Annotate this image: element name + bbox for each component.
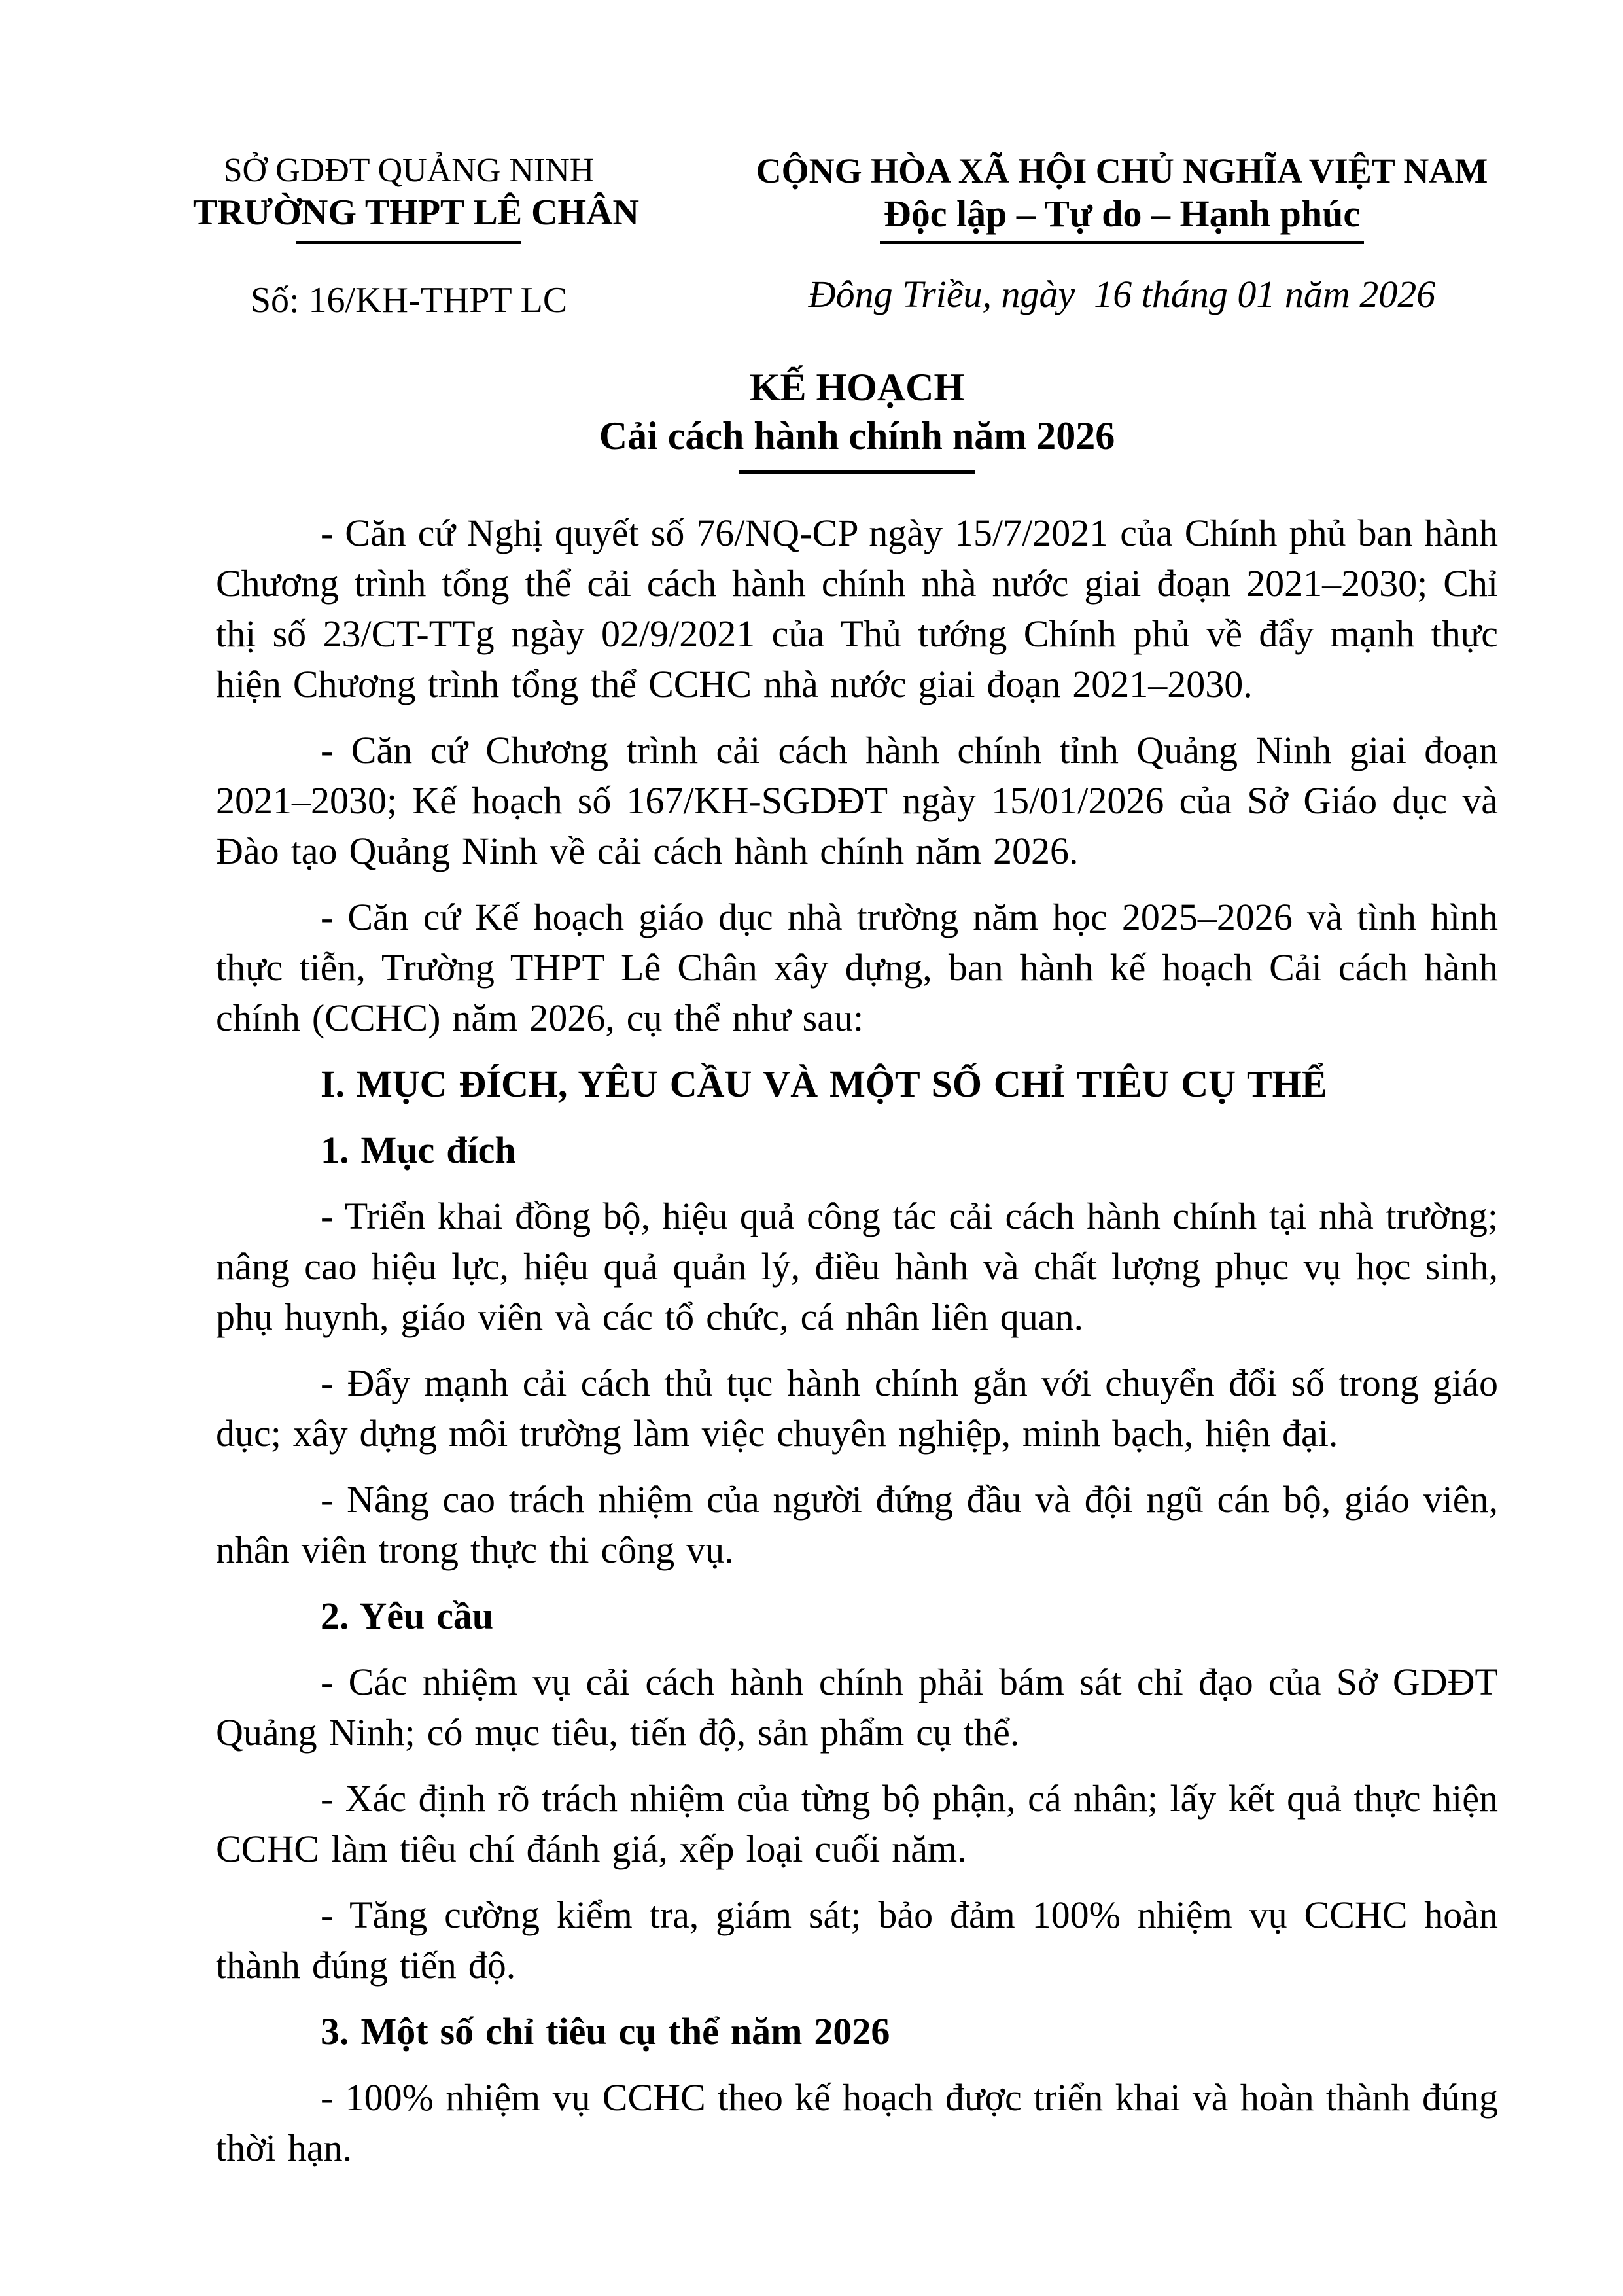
section-heading-1: I. MỤC ĐÍCH, YÊU CẦU VÀ MỘT SỐ CHỈ TIÊU CỤ THỂ <box>321 1063 1327 1105</box>
place-and-date: Đông Triều, ngày 16 tháng 01 năm 2026 <box>808 273 1436 315</box>
issuing-agency-block <box>193 150 639 321</box>
document-number: Số: 16/KH-THPT LC <box>250 280 568 321</box>
country-name: CỘNG HÒA XÃ HỘI CHỦ NGHĨA VIỆT NAM <box>756 151 1488 190</box>
document-header <box>0 0 1623 321</box>
paragraph: - Căn cứ Kế hoạch giáo dục nhà trường năm học 2025–2026 và tình hình thực tiễn, Trường THPT Lê Chân xây dựng, ban hành kế hoạch Cải cách hành chính (CCHC) năm 2026, cụ thể như sau: <box>216 896 1498 1039</box>
paragraph: - Đẩy mạnh cải cách thủ tục hành chính gắn với chuyển đổi số trong giáo dục; xây dựng môi trường làm việc chuyên nghiệp, minh bạch, hiện đại. <box>216 1362 1498 1455</box>
paragraph: - Nâng cao trách nhiệm của người đứng đầu và đội ngũ cán bộ, giáo viên, nhân viên trong thực thi công vụ. <box>216 1478 1498 1571</box>
section-heading-2: 3. Một số chỉ tiêu cụ thể năm 2026 <box>321 2010 890 2053</box>
paragraph: - Triển khai đồng bộ, hiệu quả công tác cải cách hành chính tại nhà trường; nâng cao hiệu lực, hiệu quả quản lý, điều hành và chất lượng phục vụ học sinh, phụ huynh, giáo viên và các tổ chức, cá nhân liên quan. <box>216 1195 1498 1338</box>
section-heading-2: 2. Yêu cầu <box>321 1595 494 1637</box>
school-name-underline <box>296 241 521 244</box>
document-title <box>216 363 1498 474</box>
paragraph: - Căn cứ Nghị quyết số 76/NQ-CP ngày 15/7/2021 của Chính phủ ban hành Chương trình tổng thể cải cách hành chính nhà nước giai đoạn 2021–2030; Chỉ thị số 23/CT-TTg ngày 02/9/2021 của Thủ tướng Chính phủ về đẩy mạnh thực hiện Chương trình tổng thể CCHC nhà nước giai đoạn 2021–2030. <box>216 512 1498 705</box>
national-motto-wrap <box>736 191 1508 244</box>
agency-name: SỞ GDĐT QUẢNG NINH <box>223 152 595 189</box>
section-heading-2: 1. Mục đích <box>321 1129 516 1171</box>
paragraph: - 100% nhiệm vụ CCHC theo kế hoạch được triển khai và hoàn thành đúng thời hạn. <box>216 2076 1498 2169</box>
document-body <box>216 508 1498 2173</box>
title-line1: KẾ HOẠCH <box>749 366 965 409</box>
national-motto: Độc lập – Tự do – Hạnh phúc <box>880 191 1364 244</box>
school-name: TRƯỜNG THPT LÊ CHÂN <box>193 192 639 233</box>
paragraph: - Căn cứ Chương trình cải cách hành chính tỉnh Quảng Ninh giai đoạn 2021–2030; Kế hoạch số 167/KH-SGDĐT ngày 15/01/2026 của Sở Giáo dục và Đào tạo Quảng Ninh về cải cách hành chính năm 2026. <box>216 729 1498 872</box>
paragraph: - Tăng cường kiểm tra, giám sát; bảo đảm 100% nhiệm vụ CCHC hoàn thành đúng tiến độ. <box>216 1894 1498 1987</box>
title-line2: Cải cách hành chính năm 2026 <box>599 414 1115 457</box>
paragraph: - Xác định rõ trách nhiệm của từng bộ phận, cá nhân; lấy kết quả thực hiện CCHC làm tiêu chí đánh giá, xếp loại cuối năm. <box>216 1777 1498 1870</box>
paragraph: - Các nhiệm vụ cải cách hành chính phải bám sát chỉ đạo của Sở GDĐT Quảng Ninh; có mục tiêu, tiến độ, sản phẩm cụ thể. <box>216 1661 1498 1754</box>
national-header-block <box>736 150 1508 316</box>
title-underline <box>739 470 975 474</box>
